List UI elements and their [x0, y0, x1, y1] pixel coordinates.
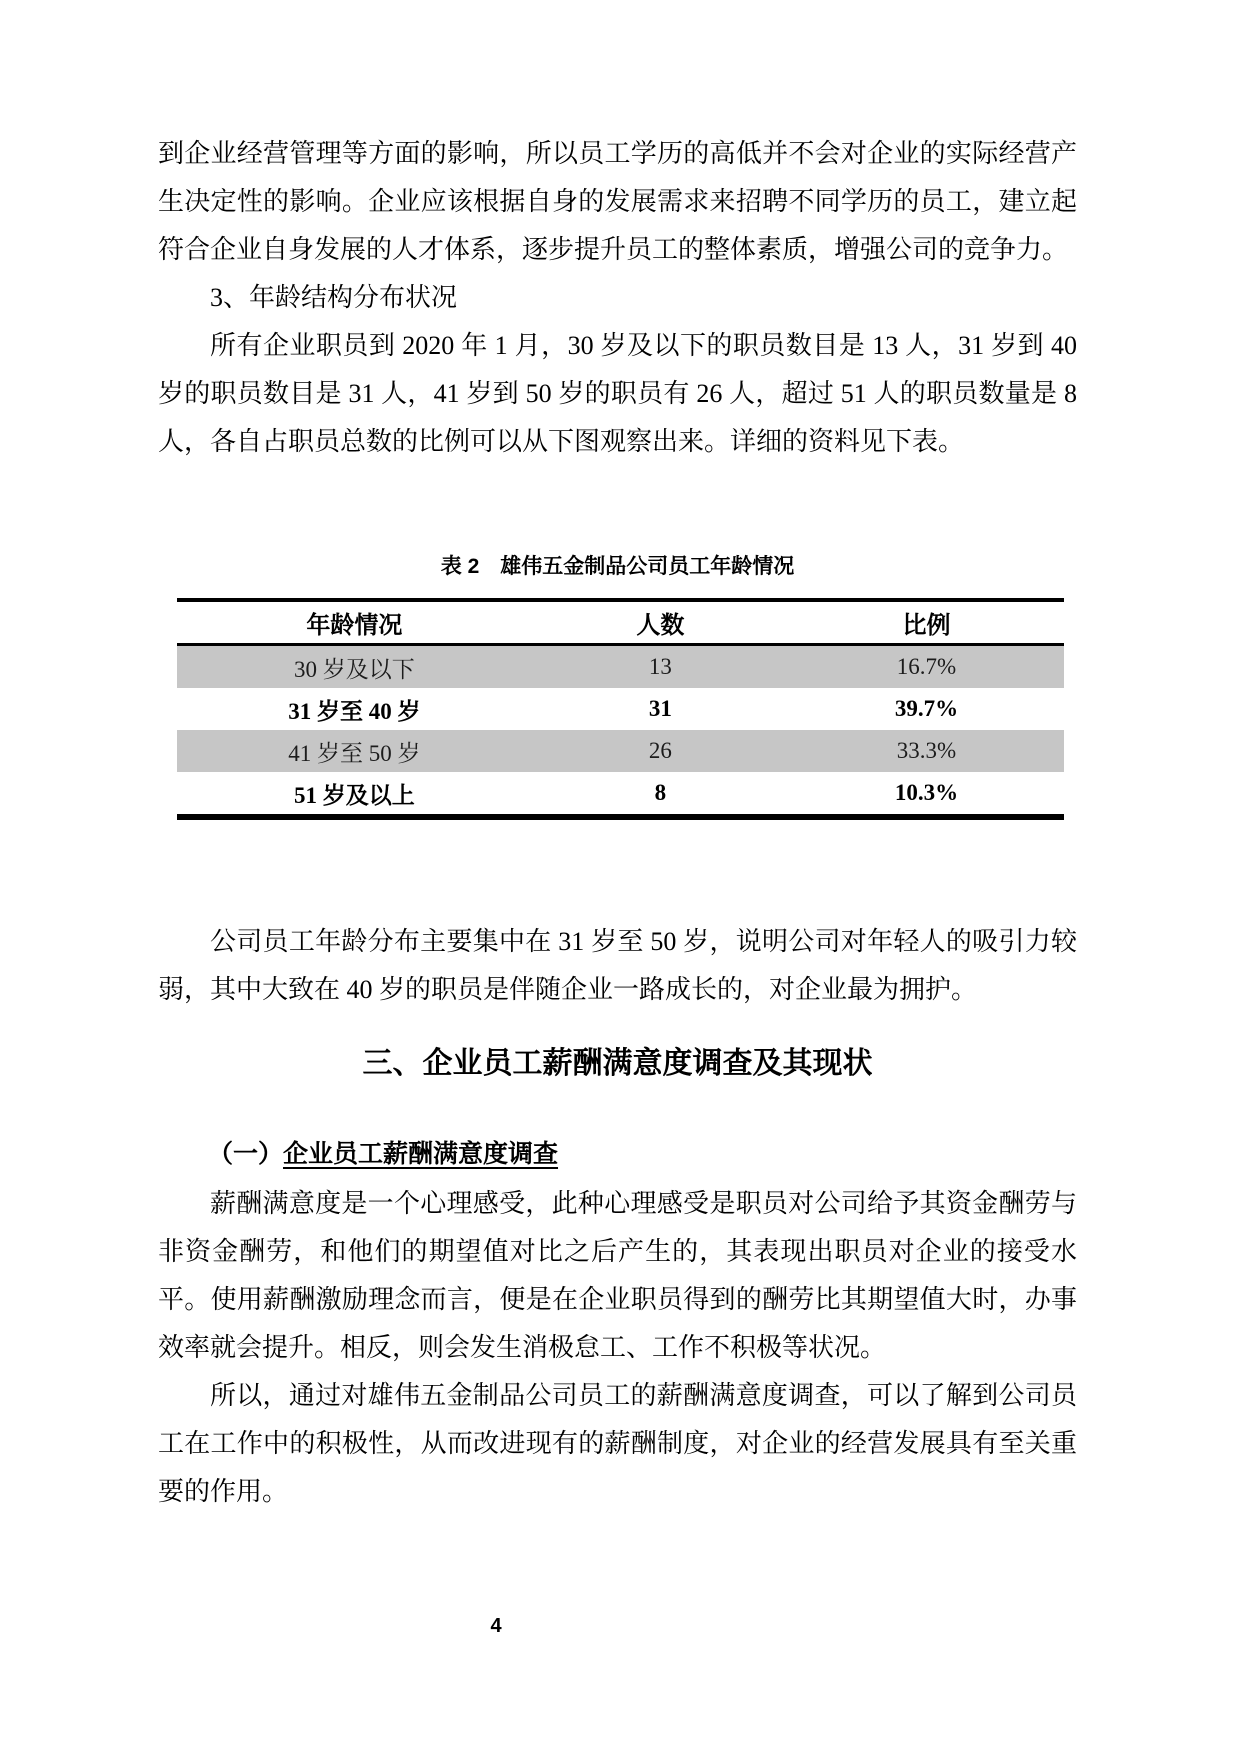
cell-age: 41 岁至 50 岁	[288, 740, 421, 766]
cell-ratio: 10.3%	[894, 780, 959, 805]
cell-ratio: 16.7%	[896, 654, 957, 679]
paragraph-survey-purpose: 所以，通过对雄伟五金制品公司员工的薪酬满意度调查，可以了解到公司员工在工作中的积极性，从而改进现有的薪酬制度，对企业的经营发展具有至关重要的作用。	[158, 1381, 1077, 1506]
column-header-age: 年龄情况	[306, 612, 403, 639]
column-header-count: 人数	[636, 612, 685, 639]
table-row	[177, 645, 1064, 689]
cell-count: 26	[648, 738, 672, 763]
section-heading: 三、企业员工薪酬满意度调查及其现状	[362, 1047, 873, 1080]
cell-count: 31	[648, 696, 672, 721]
cell-age: 31 岁至 40 岁	[288, 698, 421, 724]
subsection-title: 企业员工薪酬满意度调查	[283, 1140, 559, 1168]
page-number: 4	[490, 1615, 502, 1637]
cell-ratio: 39.7%	[894, 696, 959, 721]
paragraph-age-counts: 所有企业职员到 2020 年 1 月，30 岁及以下的职员数目是 13 人，31 岁到 40 岁的职员数目是 31 人，41 岁到 50 岁的职员有 26 人，超过 51 人的职员数量是 8 人，各自占职员总数的比例可以从下图观察出来。详细的资料见下表。	[158, 331, 1077, 456]
employee-age-table	[177, 598, 1064, 820]
list-heading-age-structure: 3、年龄结构分布状况	[210, 283, 458, 312]
table-header-row	[177, 600, 1064, 645]
table-row	[177, 772, 1064, 817]
column-header-ratio: 比例	[902, 612, 951, 639]
subsection-number: （一）	[208, 1140, 284, 1168]
subsection-heading	[158, 1136, 1077, 1172]
paragraph-learning-impact: 到企业经营管理等方面的影响，所以员工学历的高低并不会对企业的实际经营产生决定性的影响。企业应该根据自身的发展需求来招聘不同学历的员工，建立起符合企业自身发展的人才体系，逐步提升员工的整体素质，增强公司的竞争力。	[158, 139, 1077, 264]
paragraph-age-analysis: 公司员工年龄分布主要集中在 31 岁至 50 岁，说明公司对年轻人的吸引力较弱，其中大致在 40 岁的职员是伴随企业一路成长的，对企业最为拥护。	[158, 927, 1077, 1004]
cell-age: 30 岁及以下	[294, 656, 415, 682]
table-row	[177, 688, 1064, 730]
cell-age: 51 岁及以上	[294, 782, 415, 808]
cell-ratio: 33.3%	[896, 738, 957, 763]
cell-count: 8	[654, 780, 667, 805]
cell-count: 13	[648, 654, 672, 679]
table-row	[177, 730, 1064, 772]
table-caption: 表 2 雄伟五金制品公司员工年龄情况	[440, 555, 795, 578]
paragraph-salary-satisfaction-definition: 薪酬满意度是一个心理感受，此种心理感受是职员对公司给予其资金酬劳与非资金酬劳，和他们的期望值对比之后产生的，其表现出职员对企业的接受水平。使用薪酬激励理念而言，便是在企业职员得到的酬劳比其期望值大时，办事效率就会提升。相反，则会发生消极怠工、工作不积极等状况。	[158, 1189, 1077, 1362]
